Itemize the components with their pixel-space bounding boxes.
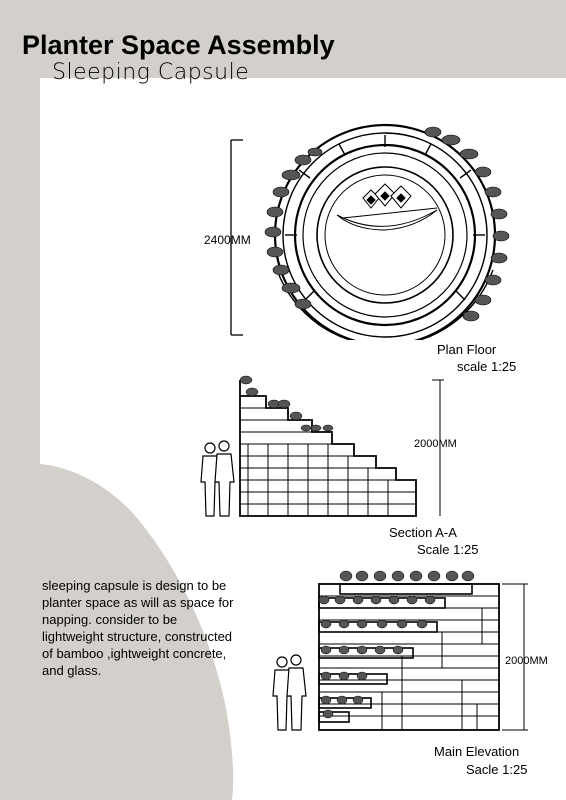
plan-dimension-label: 2400MM bbox=[204, 233, 251, 247]
section-dimension-label: 2000MM bbox=[414, 438, 457, 450]
page-subtitle: Sleeping Capsule bbox=[52, 60, 250, 85]
plan-scale: scale 1:25 bbox=[457, 359, 517, 374]
plan-label: Plan Floor bbox=[437, 342, 497, 357]
elevation-structure bbox=[319, 584, 499, 730]
elevation-dimension-label: 2000MM bbox=[505, 655, 548, 667]
elevation-people bbox=[273, 655, 306, 730]
section-label: Section A-A bbox=[389, 525, 457, 540]
section-scale: Scale 1:25 bbox=[417, 542, 479, 557]
section-drawing bbox=[188, 370, 448, 520]
plan-floor-drawing bbox=[225, 120, 525, 340]
section-plants bbox=[240, 376, 333, 431]
section-people bbox=[201, 441, 234, 516]
plan-ribs bbox=[285, 135, 485, 300]
section-structure bbox=[240, 380, 416, 516]
plan-plants-left bbox=[265, 148, 322, 309]
page-title: Planter Space Assembly bbox=[22, 30, 335, 60]
elevation-label: Main Elevation bbox=[434, 744, 520, 759]
elevation-drawing bbox=[262, 566, 532, 736]
plan-plants-right bbox=[425, 127, 509, 321]
description-text: sleeping capsule is design to be planter space as will as space for napping. consider to be lightweight structure, constructed of bamboo ,ightweight concrete, and glass. bbox=[42, 578, 234, 678]
plan-hammock bbox=[337, 184, 437, 230]
elevation-scale: Sacle 1:25 bbox=[466, 762, 528, 777]
